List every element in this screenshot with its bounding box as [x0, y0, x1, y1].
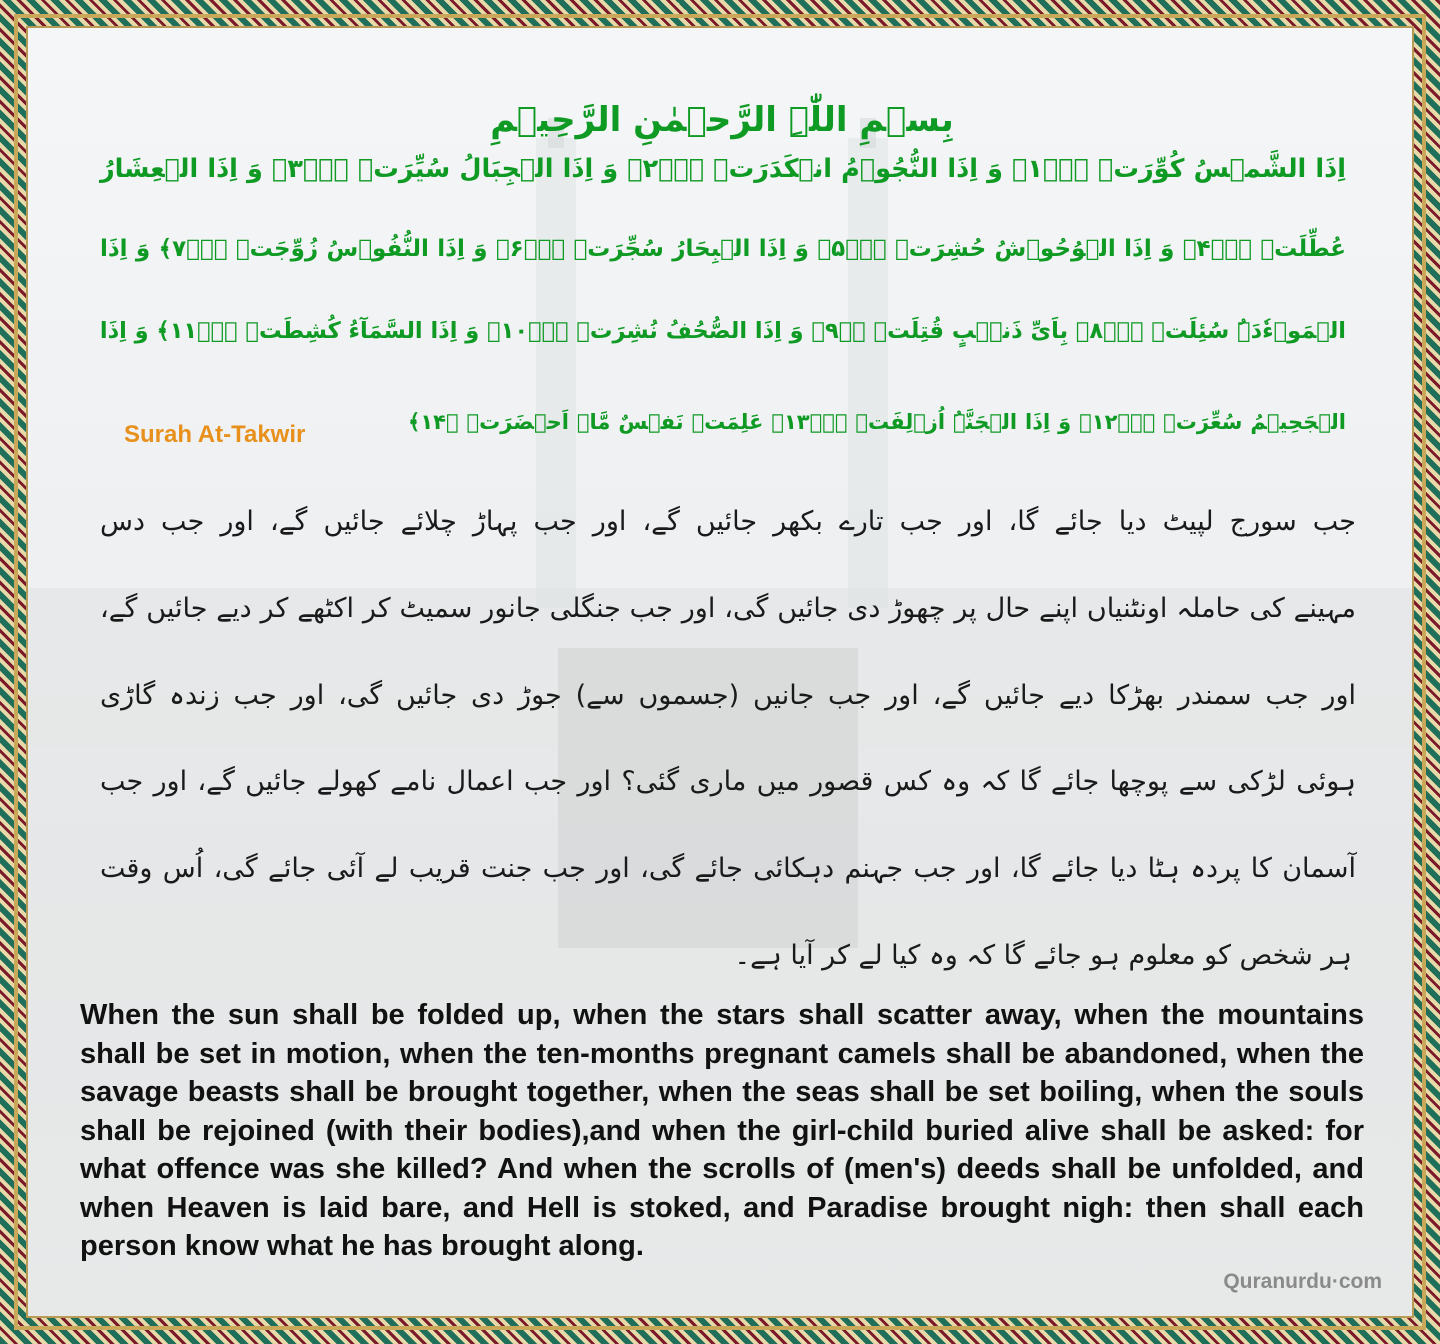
- urdu-translation-line: جب سورج لپیٹ دیا جائے گا، اور جب تارے بکھر جائیں گے، اور جب پہاڑ چلائے جائیں گے، اور جب دس: [100, 506, 1356, 537]
- bismillah-heading: بِسۡمِ اللّٰہِ الرَّحۡمٰنِ الرَّحِیۡمِ: [490, 100, 954, 140]
- urdu-translation-line: مہینے کی حاملہ اونٹنیاں اپنے حال پر چھوڑ دی جائیں گی، اور جب جنگلی جانور سمیٹ کر اکٹھے کر دیے جائیں گے،: [100, 593, 1356, 624]
- arabic-verse-line: الۡمَوۡءٗدَۃُ سُئِلَتۡ ۪ۙ﴿۸﴾ بِاَیِّ ذَنۡۢبٍ قُتِلَتۡ ۚ﴿۹﴾ وَ اِذَا الصُّحُفُ نُشِرَتۡ ۪ۙ﴿۱۰﴾ وَ اِذَا السَّمَآءُ کُشِطَتۡ ۪ۙ﴿۱۱﴾ وَ اِذَا: [99, 318, 1346, 344]
- urdu-translation-line: ہر شخص کو معلوم ہو جائے گا کہ وہ کیا لے کر آیا ہے۔: [734, 940, 1352, 971]
- website-watermark: Quranurdu·com: [1223, 1270, 1382, 1293]
- english-translation: When the sun shall be folded up, when the stars shall scatter away, when the mountains shall be set in motion, when the ten-months pregnant camels shall be abandoned, when the savage beasts shall be brought together, when the seas shall be set boiling, when the souls shall be rejoined (with their bodies),and when the girl-child buried alive shall be asked: for what offence was she killed? And when the scrolls of (men's) deeds shall be unfolded, and when Heaven is laid bare, and Hell is stoked, and Paradise brought nigh: then shall each person know what he has brought along.: [80, 999, 1364, 1262]
- urdu-translation-line: آسمان کا پردہ ہٹا دیا جائے گا، اور جب جہنم دہکائی جائے گی، اور جب جنت قریب لے آئی جائے گی، اُس وقت: [100, 853, 1356, 884]
- urdu-translation-line: اور جب سمندر بھڑکا دیے جائیں گے، اور جب جانیں (جسموں سے) جوڑ دی جائیں گی، اور جب زندہ گاڑی: [100, 680, 1356, 711]
- urdu-translation-line: ہوئی لڑکی سے پوچھا جائے گا کہ وہ کس قصور میں ماری گئی؟ اور جب اعمال نامے کھولے جائیں گے، اور جب: [100, 766, 1356, 797]
- arabic-verse-line: الۡجَحِیۡمُ سُعِّرَتۡ ۪ۙ﴿۱۲﴾ وَ اِذَا الۡجَنَّۃُ اُزۡلِفَتۡ ۪ۙ﴿۱۳﴾ عَلِمَتۡ نَفۡسٌ مَّاۤ اَحۡضَرَتۡ ﴿۱۴﴾: [408, 410, 1347, 434]
- content-panel: [26, 26, 1414, 1318]
- surah-name-label: Surah At-Takwir: [124, 421, 306, 448]
- arabic-verse-line: اِذَا الشَّمۡسُ کُوِّرَتۡ ۪ۙ﴿۱﴾ وَ اِذَا النُّجُوۡمُ انۡکَدَرَتۡ ۪ۙ﴿۲﴾ وَ اِذَا الۡجِبَالُ سُیِّرَتۡ ۪ۙ﴿۳﴾ وَ اِذَا الۡعِشَارُ: [100, 154, 1347, 184]
- arabic-verse-line: عُطِّلَتۡ ۪ۙ﴿۴﴾ وَ اِذَا الۡوُحُوۡشُ حُشِرَتۡ ۪ۙ﴿۵﴾ وَ اِذَا الۡبِحَارُ سُجِّرَتۡ ۪ۙ﴿۶﴾ وَ اِذَا النُّفُوۡسُ زُوِّجَتۡ ۪ۙ﴿۷﴾ وَ اِذَا: [100, 236, 1346, 262]
